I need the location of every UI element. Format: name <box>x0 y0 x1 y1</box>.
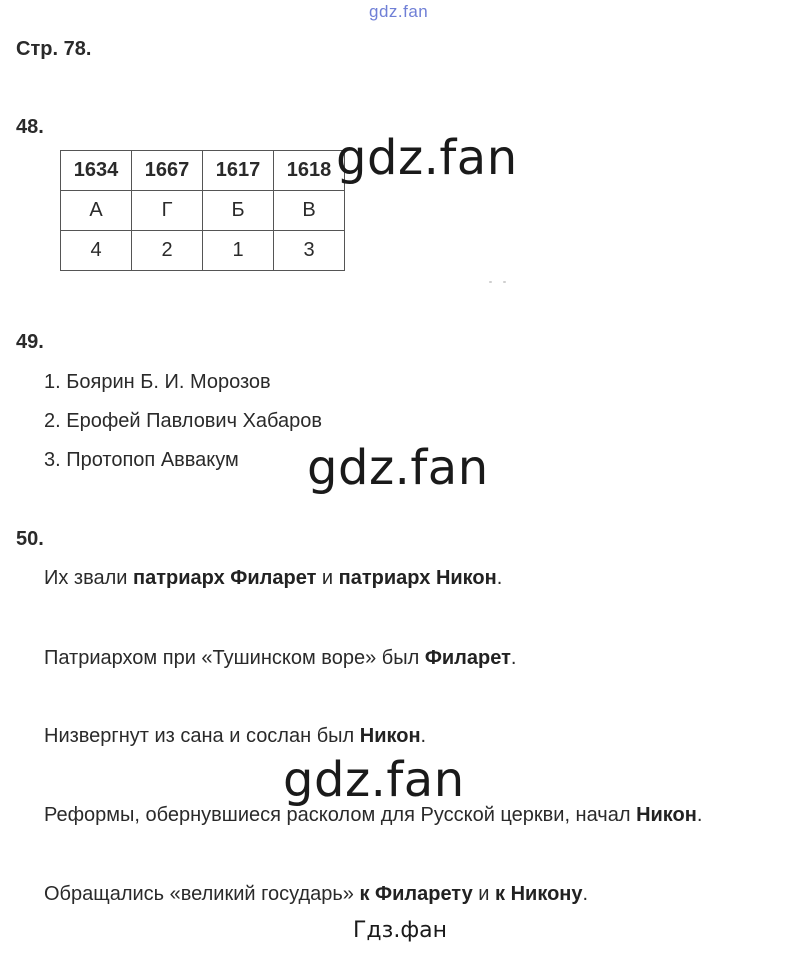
answer-text: . <box>696 804 703 826</box>
task-50-number: 50. <box>16 528 44 550</box>
scan-specks <box>489 281 511 284</box>
table-cell-letter: Б <box>203 191 274 231</box>
footer-watermark: Гдз.фан <box>353 918 447 943</box>
table-row-years <box>61 151 345 191</box>
answer-text: Низвергнут из сана и сослан был <box>44 725 360 747</box>
site-watermark-top: gdz.fan <box>369 2 429 21</box>
page-label: Стр. 78. <box>16 38 92 60</box>
answer-highlight: Никон <box>359 725 421 747</box>
answer-paragraph <box>44 647 516 670</box>
answer-paragraph <box>44 567 502 590</box>
table-row-digits <box>61 231 345 271</box>
answer-highlight: патриарх Никон <box>338 567 497 589</box>
speck-dot <box>489 281 492 283</box>
table-cell-year: 1634 <box>61 151 132 191</box>
answer-text: . <box>510 647 517 669</box>
answer-text: Их звали <box>44 567 134 589</box>
table-row-letters <box>61 191 345 231</box>
speck-dot <box>503 281 506 283</box>
table-cell-digit: 3 <box>274 231 345 271</box>
answer-highlight: Филарет <box>424 647 511 669</box>
table-cell-year: 1617 <box>203 151 274 191</box>
answer-highlight: патриарх Филарет <box>133 567 317 589</box>
table-cell-digit: 4 <box>61 231 132 271</box>
watermark-text: gdz.fan <box>283 752 465 808</box>
answer-text: и <box>472 883 496 905</box>
answer-text: . <box>420 725 427 747</box>
answer-paragraph <box>44 725 426 748</box>
watermark-text: gdz.fan <box>307 440 489 496</box>
task-49-answer-list <box>44 369 322 486</box>
watermark-text: gdz.fan <box>336 130 518 186</box>
answer-highlight: к Филарету <box>359 883 473 905</box>
answer-text: . <box>582 883 589 905</box>
table-cell-year: 1667 <box>132 151 203 191</box>
answer-text: Реформы, обернувшиеся расколом для Русской церкви, начал <box>44 804 637 826</box>
answer-text: Патриархом при «Тушинском воре» был <box>44 647 425 669</box>
list-item: 1. Боярин Б. И. Морозов <box>44 371 271 393</box>
answer-paragraph <box>44 883 588 906</box>
table-cell-digit: 1 <box>203 231 274 271</box>
answer-text: и <box>316 567 339 589</box>
list-item: 3. Протопоп Аввакум <box>44 449 239 471</box>
list-item: 2. Ерофей Павлович Хабаров <box>44 410 323 432</box>
task-49-number: 49. <box>16 331 44 353</box>
table-cell-letter: В <box>274 191 345 231</box>
table-cell-letter: Г <box>132 191 203 231</box>
task-48-number: 48. <box>16 116 44 138</box>
answer-text: Обращались «великий государь» <box>44 883 360 905</box>
table-cell-digit: 2 <box>132 231 203 271</box>
table-cell-year: 1618 <box>274 151 345 191</box>
answer-highlight: Никон <box>636 804 697 826</box>
answer-text: . <box>496 567 503 589</box>
table-cell-letter: А <box>61 191 132 231</box>
task-48-answer-table <box>60 150 345 271</box>
answer-highlight: к Никону <box>495 883 583 905</box>
